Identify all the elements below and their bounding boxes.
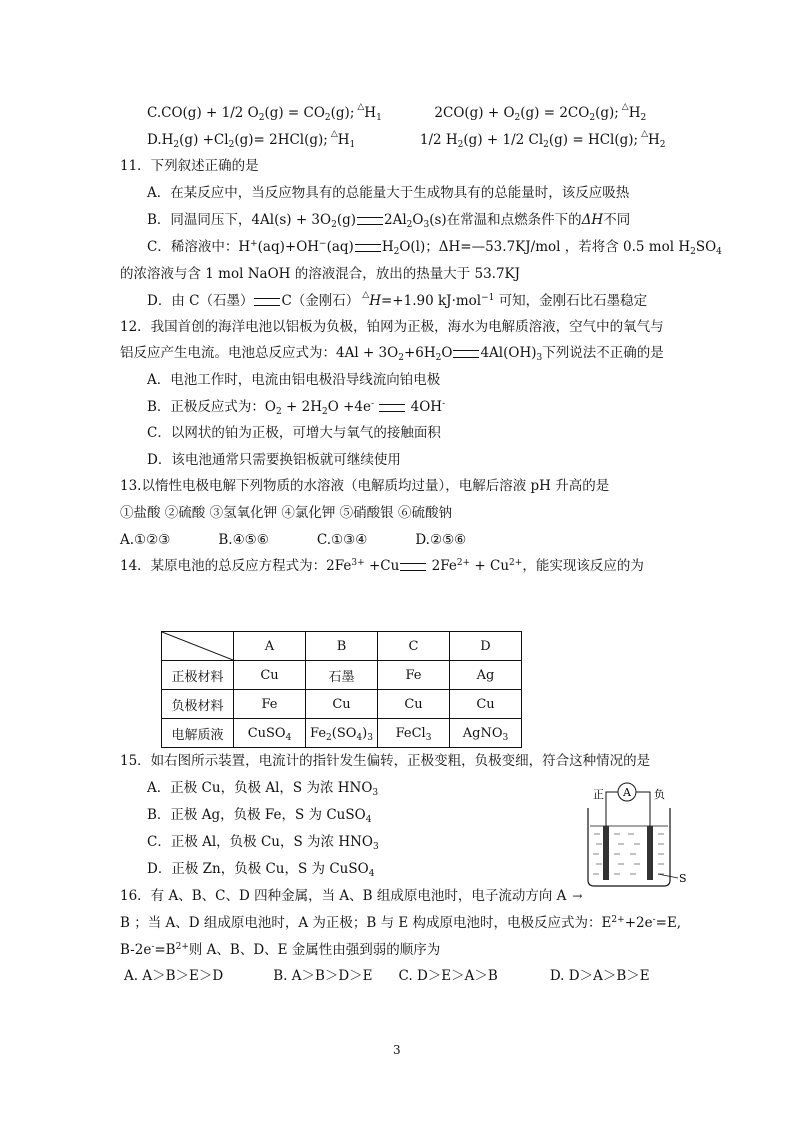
q12-option-a: A．电池工作时，电流由铝电极沿导线流向铂电极 — [147, 372, 441, 388]
q11-option-a: A．在某反应中，当反应物具有的总能量大于生成物具有的总能量时，该反应吸热 — [147, 185, 630, 201]
q12-stem-2: 铝反应产生电流。电池总反应式为：$4Al + 3O_2+6H_2O$ $4Al(OH)_3$下列说法不正确的是 — [120, 345, 664, 363]
table-cell: 石墨 — [306, 661, 378, 690]
col-header: A — [234, 632, 306, 661]
equals-icon — [453, 350, 479, 358]
table-cell: Ag — [450, 661, 522, 690]
table-cell: Cu — [306, 690, 378, 719]
table-row — [162, 719, 522, 748]
option-d-equations: $D.H_2(g) +Cl_2(g)= 2HCl(g)$; $^\triangle H_1$ 1/2 $H_2(g) + 1/2$ $Cl_2(g) = HCl(g)$; $^\triangle H_2$ — [147, 129, 666, 150]
q16-options: A. A＞B＞E＞D B. A＞B＞D＞E C. D＞E＞A＞B D. D＞A＞B＞E — [124, 968, 650, 984]
q15-option-a: A．正极 Cu，负极 Al，S 为浓 $HNO_3$ — [147, 780, 379, 798]
table-cell: $Fe_2(SO_4)_3$ — [306, 719, 378, 748]
solution-label: S — [679, 872, 687, 885]
negative-label: 负 — [654, 788, 665, 801]
delta-icon: △ — [357, 102, 365, 112]
arrow-right-icon: → — [572, 889, 583, 903]
q16-line-2: B ；当 A、D 组成原电池时，A 为正极；B 与 E 构成原电池时，电极反应式为：$E^{2+}+2e^-=E$, — [120, 915, 682, 931]
q11-option-c: C．稀溶液中：H+(aq)+OH−(aq) $H_2O(l)$；ΔH=—53.7KJ/mol ，若将含 0.5 mol $H_2SO_4$ — [147, 239, 722, 257]
negative-electrode — [647, 826, 653, 880]
option-c-equations: C.CO(g) + 1/2 $O_2(g) = CO_2(g)$; $^\triangle H_1$ $2CO(g) + O_2(g) = 2CO_2(g)$; $^\triangle H_2$ — [147, 102, 647, 123]
equals-icon — [254, 298, 280, 306]
table-cell: Cu — [378, 690, 450, 719]
positive-electrode — [603, 826, 609, 880]
q14-table — [161, 631, 522, 748]
q15-option-c: C．正极 Al，负极 Cu，S 为浓 $HNO_3$ — [147, 834, 379, 852]
q12-option-b: B．正极反应式为：$O_2 + 2H_2O +4e^-$ 4OH- — [147, 399, 446, 417]
table-cell: AgNO$_3$ — [450, 719, 522, 748]
row-label: 正极材料 — [162, 661, 234, 690]
delta-icon: △ — [641, 129, 649, 139]
q11-stem: 11．下列叙述正确的是 — [120, 158, 259, 174]
q11-option-b: B．同温同压下，$4Al(s) + 3O_2(g)$ $2Al_2O_3(s)$在常温和点燃条件下的ΔH不同 — [147, 212, 631, 230]
equals-icon — [379, 404, 405, 412]
q12-option-c: C．以网状的铂为正极，可增大与氧气的接触面积 — [147, 425, 441, 441]
diagonal-header-cell — [162, 632, 234, 661]
table-cell: FeCl$_3$ — [378, 719, 450, 748]
q11-option-c-cont: 的浓溶液与含 1 mol NaOH 的溶液混合，放出的热量大于 53.7KJ — [120, 266, 521, 282]
delta-icon: △ — [362, 290, 370, 300]
table-cell: CuSO$_4$ — [234, 719, 306, 748]
q11-option-d: D．由 C（石墨） C（金刚石） △H=+1.90 kJ·mol$^{-1}$ 可知，金刚石比石墨稳定 — [147, 290, 648, 309]
equals-icon — [400, 563, 426, 571]
q15-stem: 15．如右图所示装置，电流计的指针发生偏转，正极变粗，负极变细，符合这种情况的是 — [120, 753, 651, 769]
col-header: C — [378, 632, 450, 661]
q13-stem: 13.以惰性电极电解下列物质的水溶液（电解质均过量），电解后溶液 pH 升高的是 — [120, 478, 610, 494]
galvanic-cell-figure — [578, 774, 688, 894]
q13-options: A.①②③ B.④⑤⑥ C.①③④ D.②⑤⑥ — [120, 532, 467, 548]
delta-icon: △ — [330, 129, 338, 139]
positive-label: 正 — [593, 788, 604, 801]
row-label: 负极材料 — [162, 690, 234, 719]
q16-line-1: 16．有 A、B、C、D 四种金属，当 A、B 组成原电池时，电子流动方向 A → — [120, 888, 583, 904]
ammeter-label: A — [623, 786, 631, 799]
delta-icon: △ — [621, 102, 629, 112]
q12-stem-1: 12．我国首创的海洋电池以铝板为负极，铂网为正极，海水为电解质溶液，空气中的氧气与 — [120, 319, 664, 335]
equals-icon — [355, 244, 381, 252]
q14-stem: 14．某原电池的总反应方程式为：$2Fe^{3+} +Cu$ $2Fe^{2+} + Cu^{2+}$，能实现该反应的为 — [120, 558, 644, 574]
col-header: B — [306, 632, 378, 661]
equals-icon — [357, 217, 383, 225]
diagonal-line-icon — [162, 632, 233, 660]
q12-option-d: D．该电池通常只需要换铝板就可继续使用 — [147, 452, 401, 468]
table-cell: Fe — [378, 661, 450, 690]
q15-option-d: D．正极 Zn，负极 Cu，S 为 CuSO$_4$ — [147, 861, 375, 879]
q13-items: ①盐酸 ②硫酸 ③氢氧化钾 ④氯化钾 ⑤硝酸银 ⑥硫酸钠 — [120, 505, 452, 521]
table-row — [162, 661, 522, 690]
col-header: D — [450, 632, 522, 661]
table-cell: Fe — [234, 690, 306, 719]
q15-option-b: B．正极 Ag，负极 Fe，S 为 CuSO$_4$ — [147, 807, 372, 825]
table-row — [162, 690, 522, 719]
table-cell: Cu — [450, 690, 522, 719]
q16-line-3: $B-2e^-=B^{2+}$则 A、B、D、E 金属性由强到弱的顺序为 — [120, 942, 441, 958]
table-cell: Cu — [234, 661, 306, 690]
row-label: 电解质液 — [162, 719, 234, 748]
page-number: 3 — [393, 1043, 401, 1057]
table-row — [162, 632, 522, 661]
